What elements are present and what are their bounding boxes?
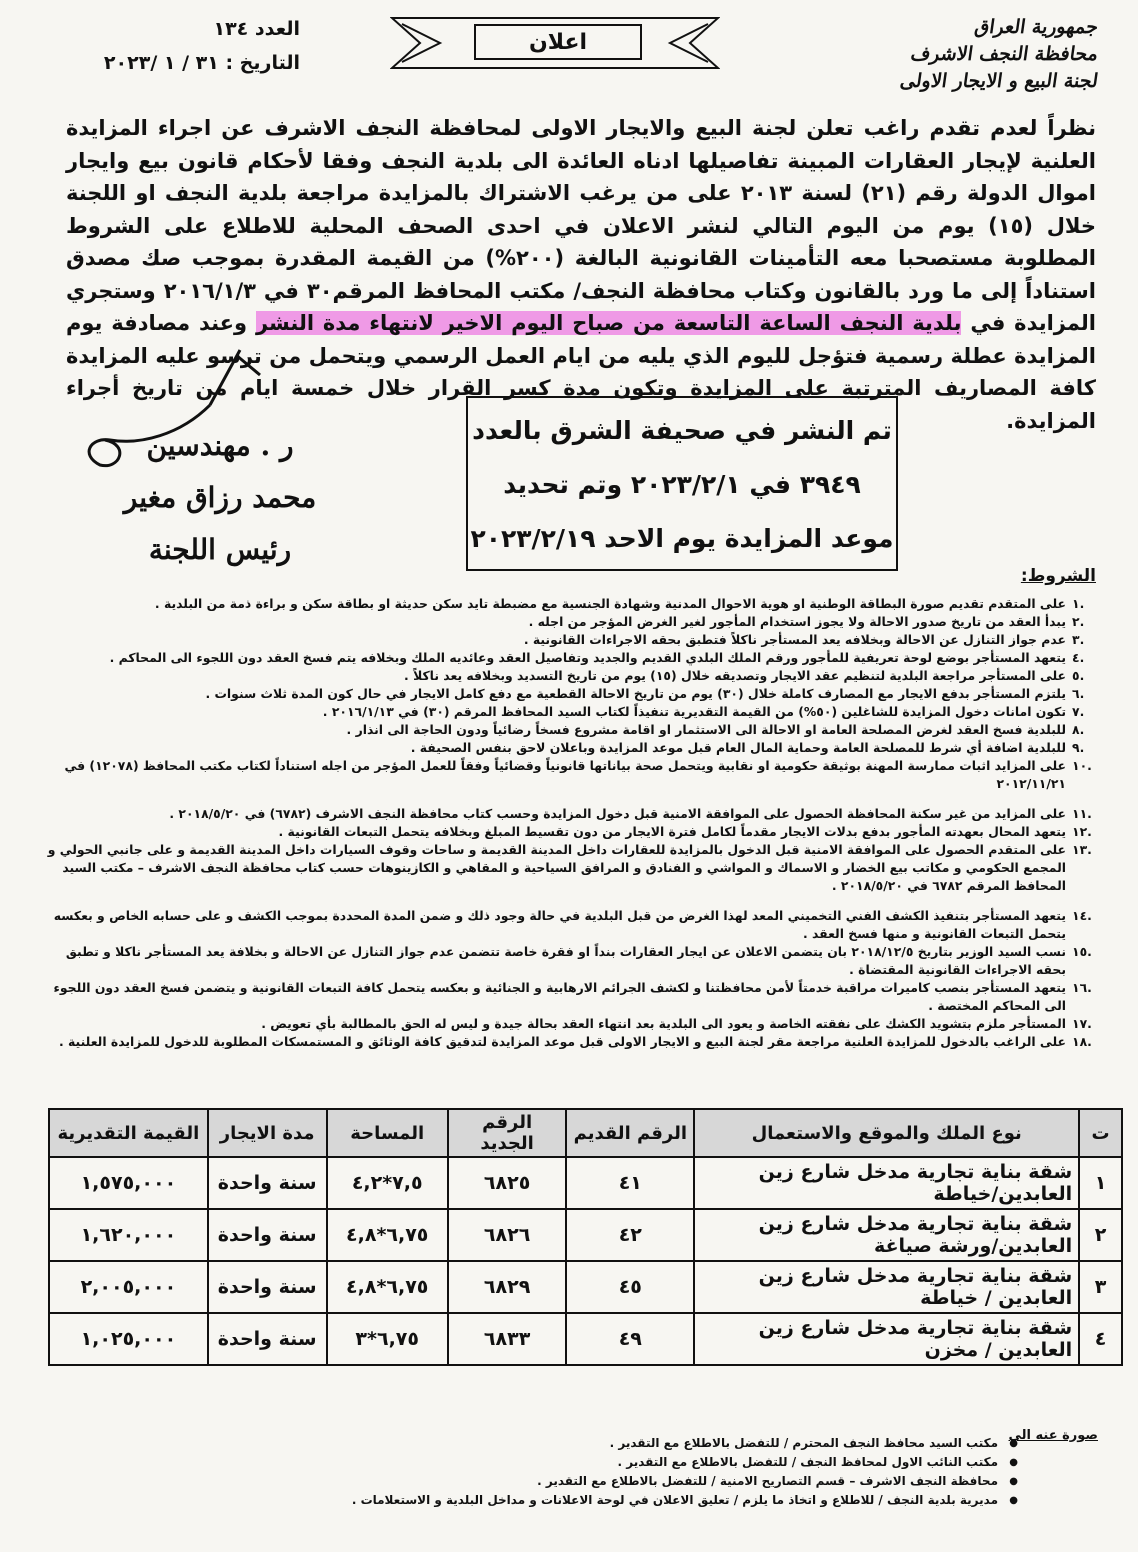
area-cell: ٦,٧٥*٤,٨ [327,1209,448,1261]
signer-name: محمد رزاق مغير [123,481,317,514]
estimated-value-cell: ١,٦٢٠,٠٠٠ [49,1209,208,1261]
condition-text: على المتقدم الحصول على الموافقة الامنية قبل الدخول بالمزايدة للعقارات داخل المدينة القديمة و ساحات وقوف السيارات داخل المدينة القديمة و على جانبي الحولي و المجمع الحكومي و مكاتب بيع الخضار و الاسماك و المواشي و الفنادق و المرافق السياحية و المقاهي و الكازينوهات حسب كتاب محافظة النجف الاشرف – مكتب السيد المحافظ المرقم ٦٧٨٢ في ٢٠١٨/٥/٢٠ . [47,842,1066,893]
publication-line: موعد المزايدة يوم الاحد ٢٠٢٣/٢/١٩ [470,524,894,553]
condition-item [40,805,1100,823]
announcement-title: اعلان [474,24,642,60]
property-table [48,1108,1123,1366]
condition-number: ١٤. [1072,908,1092,923]
property-description-cell: شقة بناية تجارية مدخل شارع زين العابدين/خياطة [694,1157,1079,1209]
new-number-cell: ٦٨٢٦ [448,1209,567,1261]
publication-line: ٣٩٤٩ في ٢٠٢٣/٢/١ وتم تحديد [503,470,861,499]
condition-item [40,667,1100,685]
organization-header [838,14,1098,95]
org-line-committee: لجنة البيع و الايجار الاولى [898,70,1100,92]
condition-text: نسب السيد الوزير بتاريخ ٢٠١٨/١٢/٥ بان يتضمن الاعلان عن ايجار العقارات بنداً او فقرة خاصة تتضمن عدم جواز التنازل عن الاحالة و بخلافة يعد المستأجر ناكلا و تطبق بحقه الاجراءات القانونية المقتضاة . [65,944,1066,977]
condition-text: على الراغب بالدخول للمزايدة العلنية مراجعة مقر لجنة البيع و الايجار الاولى قبل موعد المزايدة لتدقيق كافة الوثائق و المستمسكات المطلوبة للدخول للمزايدة العلنية . [58,1034,1066,1049]
condition-item [40,1015,1100,1033]
condition-item [40,841,1100,895]
property-description-cell: شقة بناية تجارية مدخل شارع زين العابدين / خياطة [694,1261,1079,1313]
condition-text: للبلدية اضافة أي شرط للمصلحة العامة وحماية المال العام قبل موعد المزايدة وباعلان لاحق بنفس الصحيفة . [410,740,1066,755]
condition-text: على المستأجر مراجعة البلدية لتنظيم عقد الايجار وتصديقه خلال (١٥) يوم من تاريخ التسديد وبخلافه يعد ناكلاً . [404,668,1066,683]
condition-number: ١٧. [1072,1016,1092,1031]
condition-item [40,631,1100,649]
condition-number: ٧. [1072,704,1085,719]
condition-item [40,613,1100,631]
condition-number: ٦. [1072,686,1085,701]
rent-period-cell: سنة واحدة [208,1157,327,1209]
condition-text: عدم جواز التنازل عن الاحالة وبخلافه يعد المستأجر ناكلاً فتطبق بحقه الاجراءات القانونية . [523,632,1066,647]
condition-text: يبدأ العقد من تاريخ صدور الاحالة ولا يجوز استخدام المأجور لغير الغرض المؤجر من اجله . [528,614,1066,629]
condition-text: المستأجر ملزم بتشويد الكشك على نفقته الخاصة و يعود الى البلدية بعد انتهاء العقد بحالة جيدة و ليس له الحق بالمطالبة بأي تعويض . [261,1016,1066,1031]
condition-item [40,739,1100,757]
rent-period-cell: سنة واحدة [208,1261,327,1313]
area-cell: ٦,٧٥*٣ [327,1313,448,1365]
old-number-cell: ٤٢ [566,1209,694,1261]
condition-text: يلتزم المستأجر بدفع الايجار مع المصارف كاملة خلال (٣٠) يوم من تاريخ الاحالة القطعية مع دفع كامل الايجار في حال كون المدة ثلاث سنوات . [205,686,1066,701]
old-number-cell: ٤٥ [566,1261,694,1313]
header-property: نوع الملك والموقع والاستعمال [694,1109,1079,1157]
area-cell: ٦,٧٥*٤,٨ [327,1261,448,1313]
copies-title: صورة عنه الى [1008,1428,1098,1443]
condition-item [40,757,1100,793]
header-area: المساحة [327,1109,448,1157]
publication-line: تم النشر في صحيفة الشرق بالعدد [472,416,892,445]
condition-number: ١٣. [1072,842,1092,857]
condition-number: ٤. [1072,650,1085,665]
new-number-cell: ٦٨٢٥ [448,1157,567,1209]
estimated-value-cell: ١,٠٢٥,٠٠٠ [49,1313,208,1365]
table-row [49,1261,1122,1313]
condition-item [40,907,1100,943]
property-description-cell: شقة بناية تجارية مدخل شارع زين العابدين / مخزن [694,1313,1079,1365]
signature-block [100,420,340,576]
condition-text: على المزايد اثبات ممارسة المهنة بوثيقة حكومية او نقابية ويتحمل صحة بياناتها قانونياً وقضائياً وفقاً للعمل المؤجر من اجله استناداً لكتاب مكتب المحافظ (١٢٠٧٨) في ٢٠١٢/١١/٢١ [64,758,1066,791]
condition-number: ٥. [1072,668,1085,683]
conditions-title: الشروط: [1020,566,1096,586]
condition-item [40,685,1100,703]
org-line-governorate: محافظة النجف الاشرف [909,43,1100,65]
condition-text: يتعهد المستأجر بنصب كاميرات مراقبة خدمتاً لأمن محافظتنا و لكشف الجرائم الارهابية و الجنائية و بعكسه يتحمل كافة التبعات القانونية و يتضمن فسخ العقد دون اللجوء الى المحاكم المختصة . [53,980,1066,1013]
copy-recipient: ● مديرية بلدية النجف / للاطلاع و اتخاذ ما يلزم / تعليق الاعلان في لوحة الاعلانات و مداخل البلدية و الاستعلامات . [218,1491,1018,1510]
condition-item [40,703,1100,721]
table-row [49,1313,1122,1365]
header-index: ت [1079,1109,1122,1157]
copy-recipient: ● مكتب النائب الاول لمحافظ النجف / للتفضل بالاطلاع مع التقدير . [218,1453,1018,1472]
signer-role: رئيس اللجنة [148,533,292,566]
condition-item [40,943,1100,979]
body-text-highlight: بلدية النجف الساعة التاسعة من صباح اليوم الاخير لانتهاء مدة النشر [255,311,962,335]
condition-text: على المتقدم تقديم صورة البطاقة الوطنية او هوية الاحوال المدنية وشهادة الجنسية مع مضبطة تايد سكن حديثة او بطاقة سكن و براءة ذمة من البلدية . [154,596,1066,611]
condition-number: ٣. [1072,632,1085,647]
table-row [49,1157,1122,1209]
row-index-cell: ١ [1079,1157,1122,1209]
condition-number: ٩. [1072,740,1085,755]
estimated-value-cell: ١,٥٧٥,٠٠٠ [49,1157,208,1209]
condition-item [40,721,1100,739]
table-row [49,1209,1122,1261]
org-line-country: جمهورية العراق [973,16,1100,38]
conditions-list [40,595,1100,1051]
condition-number: ١٢. [1072,824,1092,839]
header-old-number: الرقم القديم [566,1109,694,1157]
row-index-cell: ٢ [1079,1209,1122,1261]
condition-text: على المزايد من غير سكنة المحافظة الحصول على الموافقة الامنية قبل دخول المزايدة وحسب كتاب محافظة النجف الاشرف (٦٧٨٢) في ٢٠١٨/٥/٢٠ . [169,806,1066,821]
condition-item [40,595,1100,613]
copy-recipient: ● مكتب السيد محافظ النجف المحترم / للتفضل بالاطلاع مع التقدير . [218,1434,1018,1453]
condition-item [40,979,1100,1015]
signer-title: ر . مهندسين [146,429,294,462]
condition-number: ١٥. [1072,944,1092,959]
property-description-cell: شقة بناية تجارية مدخل شارع زين العابدين/ورشة صياغة [694,1209,1079,1261]
old-number-cell: ٤١ [566,1157,694,1209]
publication-stamp-box [466,396,898,571]
area-cell: ٧,٥*٤,٢ [327,1157,448,1209]
condition-item [40,649,1100,667]
row-index-cell: ٤ [1079,1313,1122,1365]
old-number-cell: ٤٩ [566,1313,694,1365]
condition-item [40,823,1100,841]
header-new-number: الرقم الجديد [448,1109,567,1157]
condition-number: ١٠. [1072,758,1092,773]
estimated-value-cell: ٢,٠٠٥,٠٠٠ [49,1261,208,1313]
condition-number: ١١. [1072,806,1092,821]
body-text-intro: نظراً لعدم تقدم راغب تعلن لجنة البيع والايجار الاولى لمحافظة النجف الاشرف عن اجراء المزايدة العلنية لإيجار العقارات المبينة تفاصيلها ادناه العائدة الى بلدية النجف وفقا لأحكام قانون بيع وايجار اموال الدولة رقم (٢١) لسنة ٢٠١٣ على من يرغب الاشتراك بالمزايدة مراجعة بلدية النجف او اللجنة خلال (١٥) يوم من اليوم التالي لنشر الاعلان في احدى الصحف المحلية للاطلاع على الشروط المطلوبة مستصحبا معه التأمينات القانونية البالغة (٢٠٠%) من القيمة المقدرة بموجب صك مصدق استناداً إلى ما ورد بالقانون وكتاب محافظة النجف/ مكتب المحافظ المرقم٣٠ في ٢٠١٦/١/٣ وستجري المزايدة في [66,116,1097,335]
table-header-row [49,1109,1122,1157]
condition-text: يتعهد المستأجر بوضع لوحة تعريفية للمأجور ورقم الملك البلدي القديم والجديد وتفاصيل العقد وعائديه الملك وبخلافه يتم فسخ العقد دون اللجوء الى المحاكم . [109,650,1066,665]
row-index-cell: ٣ [1079,1261,1122,1313]
condition-text: للبلدية فسخ العقد لغرض المصلحة العامة او الاحالة الى الاستثمار او اقامة مشروع فسخاً رضائياً ودون الحاجة الى انذار . [346,722,1066,737]
rent-period-cell: سنة واحدة [208,1313,327,1365]
new-number-cell: ٦٨٣٣ [448,1313,567,1365]
document-number: العدد ١٣٤ [213,18,300,40]
document-date: التاريخ : ٣١ / ١ /٢٠٢٣ [103,52,300,74]
condition-number: ٨. [1072,722,1085,737]
condition-text: يتعهد المستأجر بتنفيذ الكشف الفني التخميني المعد لهذا الغرض من قبل البلدية في حالة وجود ذلك و ضمن المدة المحددة بموجب الكشف و على حسابه الخاص و بعكسه يتحمل التبعات القانونية و منها فسخ العقد . [53,908,1066,941]
condition-text: تكون امانات دخول المزايدة للشاغلين (٥٠%) من القيمة التقديرية تنفيذاً لكتاب السيد المحافظ المرقم (٣٠) في ٢٠١٦/١/١٣ . [322,704,1066,719]
header-estimated-value: القيمة التقديرية [49,1109,208,1157]
condition-number: ١٨. [1072,1034,1092,1049]
rent-period-cell: سنة واحدة [208,1209,327,1261]
copies-list [218,1434,1018,1510]
new-number-cell: ٦٨٢٩ [448,1261,567,1313]
condition-number: ١٦. [1072,980,1092,995]
body-text-closing: وعند مصادفة يوم المزايدة عطلة رسمية فتؤجل لليوم الذي يليه من ايام العمل الرسمي ويتحمل من ترسو عليه المزايدة كافة المصاريف المترتبة على المزايدة وتكون مدة كسر القرار خلال خمسة ايام من تاريخ أجراء المزايدة. [66,311,1096,433]
copy-recipient: ● محافظة النجف الاشرف – قسم التصاريح الامنية / للتفضل بالاطلاع مع التقدير . [218,1472,1018,1491]
condition-item [40,1033,1100,1051]
condition-number: ١. [1072,596,1085,611]
condition-text: يتعهد المحال بعهدته المأجور بدفع بدلات الايجار مقدماً لكامل فترة الايجار من دون تقسيط المبلغ وبخلافه يتحمل التبعات القانونية . [278,824,1066,839]
header-rent-period: مدة الايجار [208,1109,327,1157]
condition-number: ٢. [1072,614,1085,629]
reference-header [70,12,300,80]
